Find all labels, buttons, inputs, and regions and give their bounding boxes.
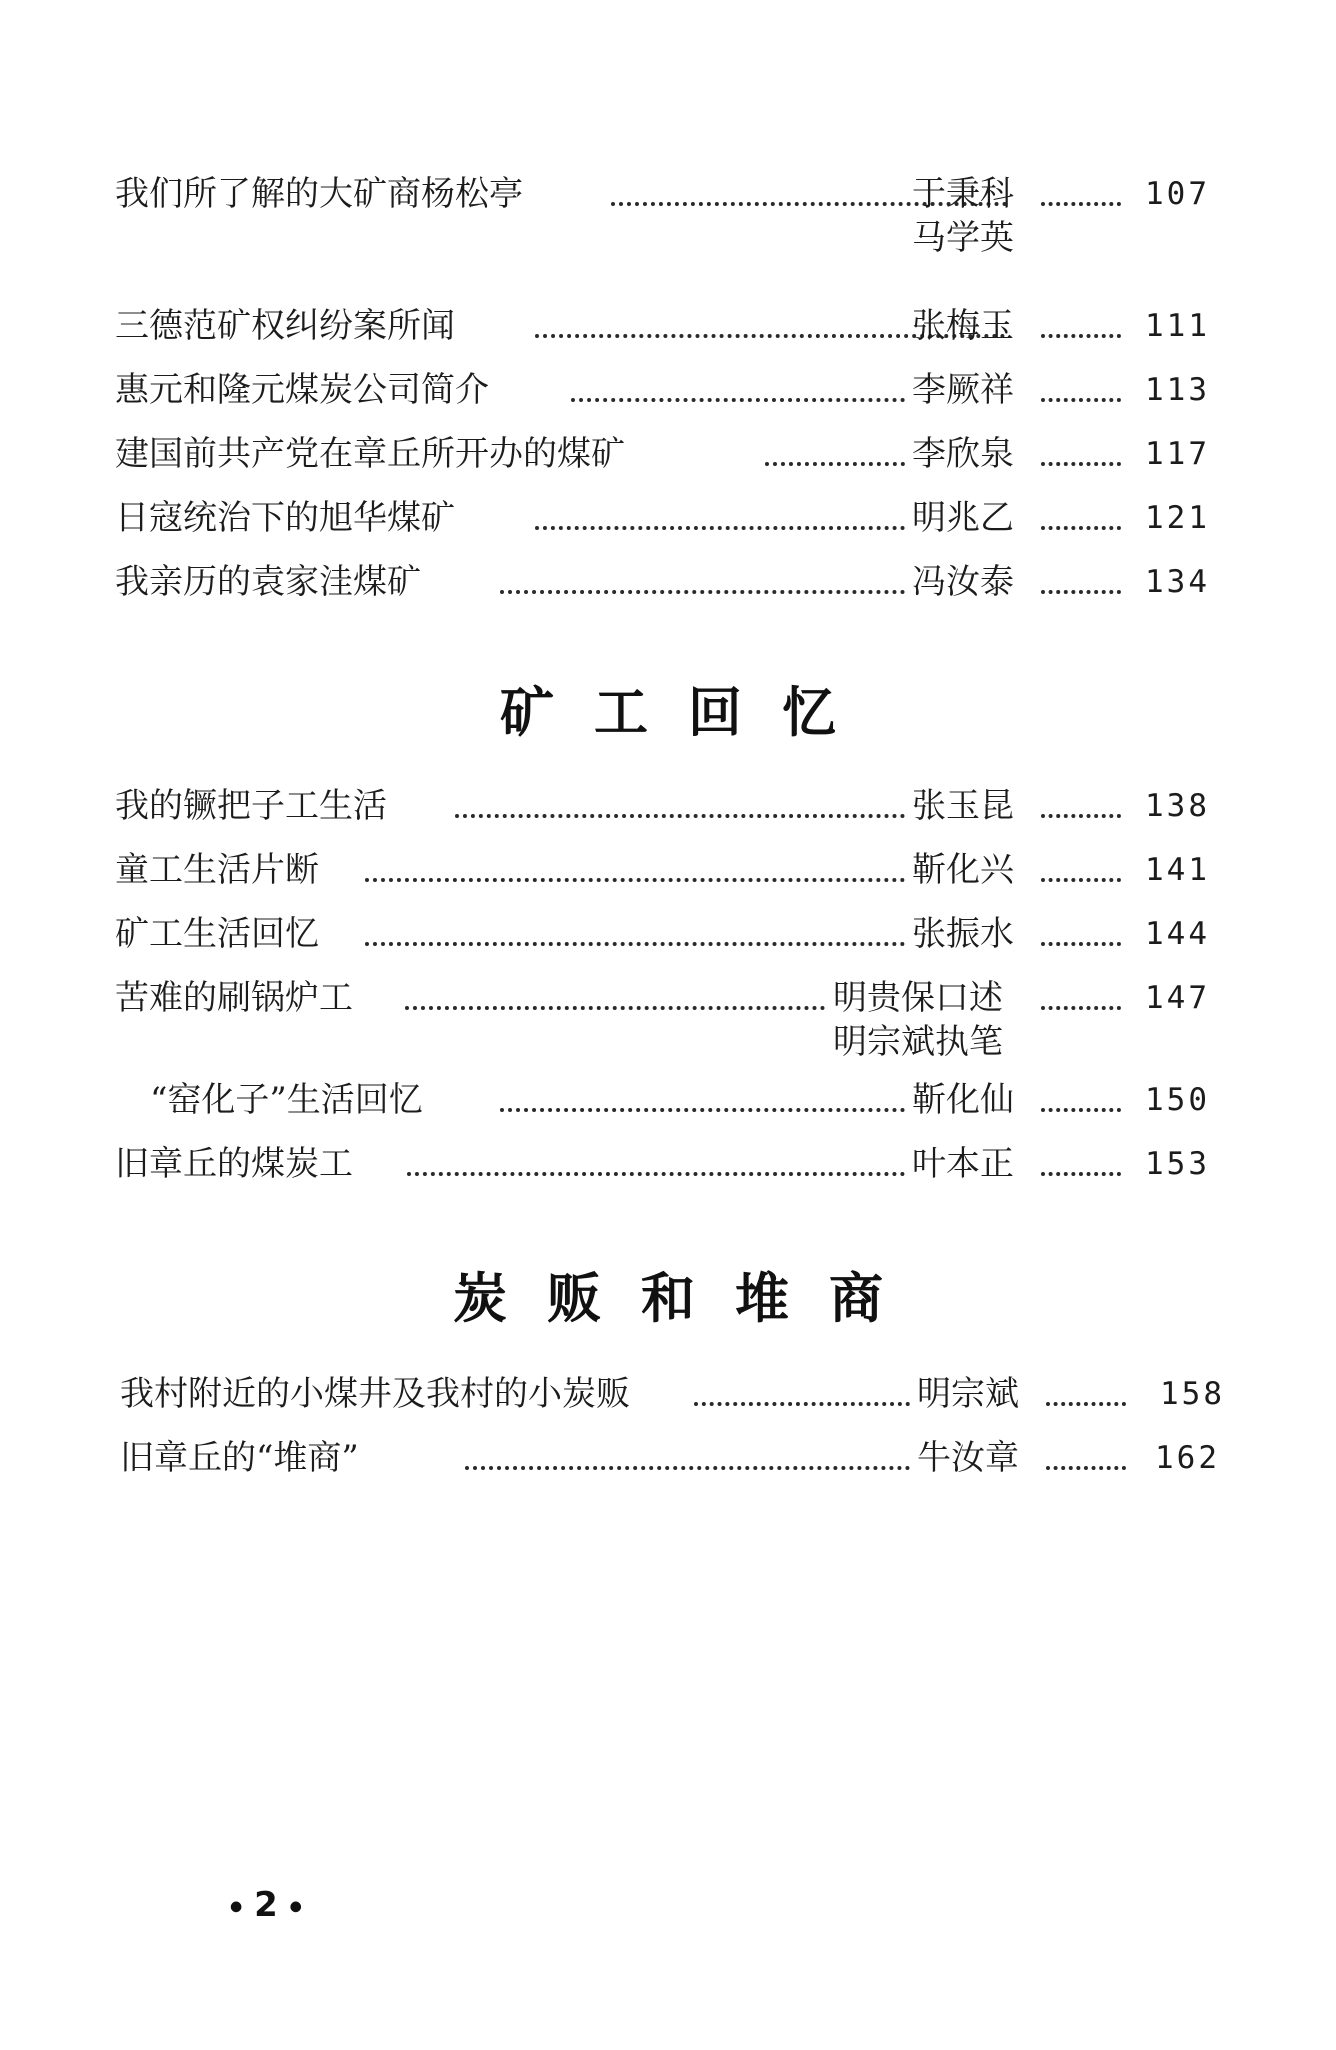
toc-entry-title: 苦难的刷锅炉工 bbox=[115, 978, 353, 1018]
section-heading: 矿工回忆 bbox=[500, 681, 876, 744]
toc-entry-page: 121 bbox=[1145, 500, 1210, 536]
dot-leader bbox=[1041, 942, 1121, 946]
toc-entry-title: 三德范矿权纠纷案所闻 bbox=[115, 306, 455, 346]
toc-entry-page: 134 bbox=[1145, 564, 1210, 600]
toc-entry-title: 建国前共产党在章丘所开办的煤矿 bbox=[115, 434, 625, 474]
dot-leader bbox=[1041, 1108, 1121, 1112]
toc-entry-title: 惠元和隆元煤炭公司简介 bbox=[115, 370, 489, 410]
toc-entry-author: 于秉科 bbox=[912, 174, 1014, 214]
toc-entry-page: 138 bbox=[1145, 788, 1210, 824]
dot-leader bbox=[1041, 526, 1121, 530]
dot-leader bbox=[571, 398, 905, 402]
toc-entry-page: 117 bbox=[1145, 436, 1210, 472]
toc-entry-page: 150 bbox=[1145, 1082, 1210, 1118]
dot-leader bbox=[1041, 462, 1121, 466]
toc-entry-title: 我的镢把子工生活 bbox=[115, 786, 387, 826]
toc-entry-title: 我村附近的小煤井及我村的小炭贩 bbox=[120, 1374, 630, 1414]
toc-entry-author: 叶本正 bbox=[912, 1144, 1014, 1184]
section-heading: 炭贩和堆商 bbox=[453, 1267, 923, 1330]
toc-entry-title: 旧章丘的“堆商” bbox=[120, 1438, 359, 1478]
toc-entry-page: 162 bbox=[1155, 1440, 1220, 1476]
toc-entry-author: 明贵保口述 bbox=[833, 978, 1003, 1018]
dot-leader bbox=[1046, 1402, 1126, 1406]
toc-entry-page: 158 bbox=[1160, 1376, 1225, 1412]
dot-leader bbox=[765, 462, 905, 466]
dot-leader bbox=[1041, 398, 1121, 402]
dot-leader bbox=[1046, 1466, 1126, 1470]
dot-leader bbox=[1041, 590, 1121, 594]
dot-leader bbox=[500, 1108, 905, 1112]
toc-entry-title: 我们所了解的大矿商杨松亭 bbox=[115, 174, 523, 214]
toc-entry-author: 明宗斌 bbox=[917, 1374, 1019, 1414]
toc-entry-page: 144 bbox=[1145, 916, 1210, 952]
toc-entry-title: 矿工生活回忆 bbox=[115, 914, 319, 954]
dot-leader bbox=[1041, 1172, 1121, 1176]
dot-leader bbox=[535, 526, 905, 530]
dot-leader bbox=[694, 1402, 910, 1406]
dot-leader bbox=[455, 814, 905, 818]
toc-entry-title: 童工生活片断 bbox=[115, 850, 319, 890]
toc-entry-author: 李厥祥 bbox=[912, 370, 1014, 410]
dot-leader bbox=[365, 878, 905, 882]
page-number bbox=[230, 1885, 302, 1925]
toc-entry-author-secondary: 明宗斌执笔 bbox=[833, 1022, 1003, 1062]
dot-leader bbox=[407, 1172, 905, 1176]
toc-entry-title: 我亲历的袁家洼煤矿 bbox=[115, 562, 421, 602]
dot-leader bbox=[1041, 202, 1121, 206]
toc-entry-author: 张玉昆 bbox=[912, 786, 1014, 826]
toc-entry-author: 靳化仙 bbox=[912, 1080, 1014, 1120]
dot-leader bbox=[1041, 1006, 1121, 1010]
toc-entry-page: 111 bbox=[1145, 308, 1210, 344]
dot-leader bbox=[405, 1006, 825, 1010]
toc-entry-page: 153 bbox=[1145, 1146, 1210, 1182]
dot-leader bbox=[1041, 814, 1121, 818]
dot-leader bbox=[465, 1466, 910, 1470]
toc-entry-author: 靳化兴 bbox=[912, 850, 1014, 890]
toc-entry-author: 张梅玉 bbox=[912, 306, 1014, 346]
toc-entry-page: 147 bbox=[1145, 980, 1210, 1016]
bullet-icon: ● bbox=[230, 1898, 243, 1915]
toc-entry-title: “窑化子”生活回忆 bbox=[150, 1080, 423, 1120]
toc-entry-page: 113 bbox=[1145, 372, 1210, 408]
toc-entry-author-secondary: 马学英 bbox=[912, 218, 1014, 258]
toc-entry-author: 牛汝章 bbox=[917, 1438, 1019, 1478]
page-number-value: 2 bbox=[254, 1885, 278, 1925]
bullet-icon: ● bbox=[289, 1898, 302, 1915]
toc-entry-author: 冯汝泰 bbox=[912, 562, 1014, 602]
toc-entry-author: 明兆乙 bbox=[912, 498, 1014, 538]
toc-entry-title: 旧章丘的煤炭工 bbox=[115, 1144, 353, 1184]
toc-entry-author: 李欣泉 bbox=[912, 434, 1014, 474]
toc-entry-page: 107 bbox=[1145, 176, 1210, 212]
dot-leader bbox=[1041, 334, 1121, 338]
toc-entry-title: 日寇统治下的旭华煤矿 bbox=[115, 498, 455, 538]
dot-leader bbox=[365, 942, 905, 946]
toc-entry-author: 张振水 bbox=[912, 914, 1014, 954]
toc-entry-page: 141 bbox=[1145, 852, 1210, 888]
dot-leader bbox=[1041, 878, 1121, 882]
dot-leader bbox=[500, 590, 905, 594]
